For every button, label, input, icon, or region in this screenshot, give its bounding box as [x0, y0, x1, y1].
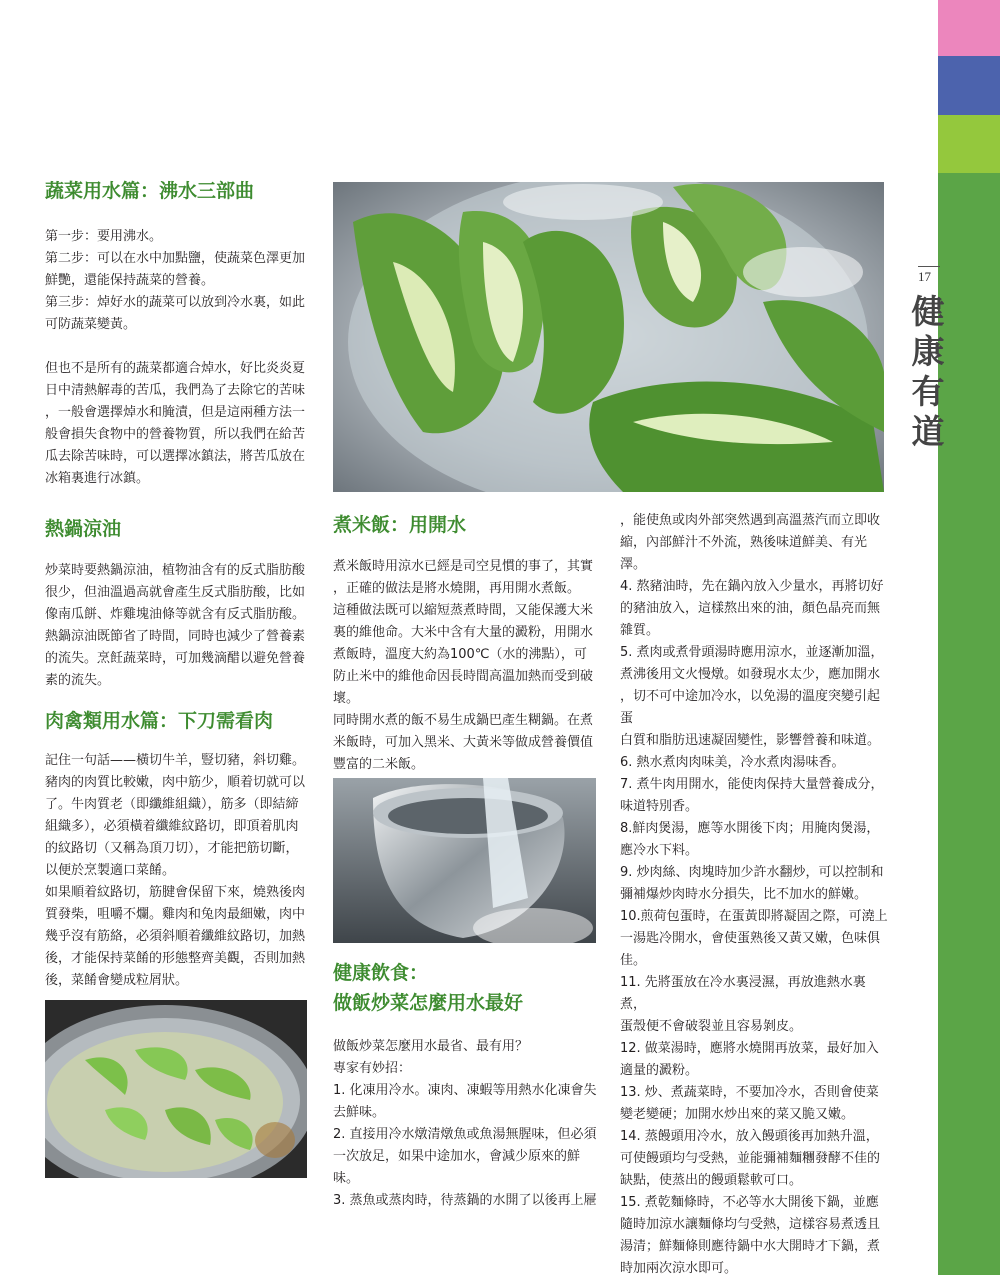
- section-title-char: 道: [911, 412, 945, 451]
- paragraph-cooking-rice: [333, 556, 603, 776]
- text-line: 隨時加涼水讓麵條均勻受熱，這樣容易煮透且: [620, 1217, 881, 1232]
- color-tab-dark-green: [938, 173, 1000, 1275]
- text-line: 同時開水煮的飯不易生成鍋巴產生糊鍋。在煮: [333, 713, 594, 728]
- text-line: 一次放足，如果中途加水，會減少原來的鮮味。: [333, 1149, 581, 1186]
- text-line: ，能使魚或肉外部突然遇到高溫蒸汽而立即收: [620, 513, 881, 528]
- text-line: 煮沸後用文火慢燉。如發現水太少，應加開水: [620, 667, 881, 682]
- text-line: 2. 直接用冷水燉清燉魚或魚湯無腥味，但必須: [333, 1127, 597, 1142]
- text-line: 去鮮味。: [333, 1105, 386, 1120]
- text-line: 7. 煮牛肉用開水，能使肉保持大量營養成分，: [620, 777, 884, 792]
- text-line: 缺點，使蒸出的饅頭鬆軟可口。: [620, 1173, 803, 1188]
- text-line: 很少，但油溫過高就會產生反式脂肪酸，比如: [45, 585, 306, 600]
- text-line: 防止米中的維他命因長時間高溫加熱而受到破: [333, 669, 594, 684]
- text-line: 3. 蒸魚或蒸肉時，待蒸鍋的水開了以後再上屜: [333, 1193, 597, 1208]
- text-line: 湯清；鮮麵條則應待鍋中水大開時才下鍋，煮: [620, 1239, 881, 1254]
- text-line: ，切不可中途加冷水，以免湯的溫度突變引起蛋: [620, 689, 881, 726]
- column-3: [620, 510, 890, 1280]
- text-line: 6. 熱水煮肉肉味美，冷水煮肉湯味香。: [620, 755, 845, 770]
- section-title-char: 健: [911, 292, 945, 331]
- section-title-char: 康: [911, 332, 945, 371]
- section-title: [910, 292, 946, 452]
- text-line: 適量的澱粉。: [620, 1063, 699, 1078]
- text-line: 這種做法既可以縮短蒸煮時間，又能保護大米: [333, 603, 594, 618]
- text-line: ，一般會選擇焯水和腌漬，但是這兩種方法一: [45, 405, 306, 420]
- text-line: 素的流失。: [45, 673, 111, 688]
- section-title-char: 有: [911, 372, 945, 411]
- heading-water-use: 做飯炒菜怎麼用水最好: [333, 992, 524, 1014]
- paragraph-hot-pan: [45, 560, 315, 692]
- text-line: 8.鮮肉煲湯，應等水開後下肉；用腌肉煲湯，: [620, 821, 880, 836]
- column-2-lower: [333, 958, 603, 1212]
- page-number: 17: [918, 266, 940, 285]
- text-line: 專家有妙招：: [333, 1061, 412, 1076]
- color-tab-blue: [938, 56, 1000, 115]
- text-line: 12. 做菜湯時，應將水燒開再放菜，最好加入: [620, 1041, 879, 1056]
- heading-hot-pan: 熱鍋涼油: [45, 518, 122, 540]
- text-line: 11. 先將蛋放在冷水裏浸濕，再放進熱水裏煮，: [620, 975, 866, 1012]
- text-line: 白質和脂肪迅速凝固變性，影響營養和味道。: [620, 733, 881, 748]
- paragraph-bitter-melon: [45, 358, 315, 490]
- text-line: 變老變硬；加開水炒出來的菜又脆又嫩。: [620, 1107, 855, 1122]
- text-line: 1. 化凍用冷水。凍肉、凍蝦等用熱水化凍會失: [333, 1083, 597, 1098]
- text-line: 彌補爆炒肉時水分損失，比不加水的鮮嫩。: [620, 887, 868, 902]
- text-line: 雜質。: [620, 623, 660, 638]
- text-line: 炒菜時要熱鍋涼油，植物油含有的反式脂肪酸: [45, 563, 306, 578]
- text-line: 做飯炒菜怎麼用水最省、最有用？: [333, 1039, 529, 1054]
- text-line: 5. 煮肉或煮骨頭湯時應用涼水，並逐漸加溫，: [620, 645, 884, 660]
- text-line: 13. 炒、煮蔬菜時，不要加冷水，否則會使菜: [620, 1085, 879, 1100]
- text-line: 像南瓜餅、炸雞塊油條等就含有反式脂肪酸。: [45, 607, 306, 622]
- text-line: 冰箱裏進行冰鎮。: [45, 471, 150, 486]
- photo-celery-pan: [45, 1000, 307, 1178]
- text-line: 豬肉的肉質比較嫩，肉中筋少，順着切就可以: [45, 775, 306, 790]
- text-line: 味道特別香。: [620, 799, 699, 814]
- heading-meat-cutting: 肉禽類用水篇：下刀需看肉: [45, 710, 274, 732]
- text-line: 煮飯時，溫度大約為100℃（水的沸點），可: [333, 647, 587, 662]
- text-line: 組織多），必須橫着纖維紋路切，即頂着肌肉: [45, 819, 299, 834]
- text-line: 般會損失食物中的營養物質，所以我們在給苦: [45, 427, 306, 442]
- text-line: 一湯匙冷開水，會使蛋熟後又黃又嫩，色味俱: [620, 931, 881, 946]
- text-line: 時加兩次涼水即可。: [620, 1261, 738, 1276]
- heading-cooking-rice: 煮米飯：用開水: [333, 514, 467, 536]
- text-line: 壞。: [333, 691, 360, 706]
- paragraph-water-tips: [333, 1036, 603, 1212]
- text-line: 後，菜餚會變成粒屑狀。: [45, 973, 189, 988]
- text-line: 如果順着紋路切，筋腱會保留下來，燒熟後肉: [45, 885, 306, 900]
- text-line: 蛋殼便不會破裂並且容易剝皮。: [620, 1019, 803, 1034]
- column-2: [333, 510, 603, 776]
- text-line: 縮，內部鮮汁不外流，熟後味道鮮美、有光澤。: [620, 535, 868, 572]
- text-line: 了。牛肉質老（即纖維組織），筋多（即結締: [45, 797, 299, 812]
- text-line: 9. 炒肉絲、肉塊時加少許水翻炒，可以控制和: [620, 865, 884, 880]
- photo-blanched-bok-choy: [333, 182, 884, 492]
- text-line: 米飯時，可加入黑米、大黃米等做成營養價值: [333, 735, 594, 750]
- text-line: 14. 蒸饅頭用冷水，放入饅頭後再加熱升溫，: [620, 1129, 879, 1144]
- text-line: ，正確的做法是將水燒開，再用開水煮飯。: [333, 581, 581, 596]
- text-line: 質發柴，咀嚼不爛。雞肉和兔肉最細嫩，肉中: [45, 907, 306, 922]
- text-line: 的豬油放入，這樣熬出來的油，顏色晶亮而無: [620, 601, 881, 616]
- text-line: 可使饅頭均勻受熱，並能彌補麵糰發酵不佳的: [620, 1151, 881, 1166]
- text-line: 記住一句話——橫切牛羊，豎切豬，斜切雞。: [45, 753, 306, 768]
- color-tab-pink: [938, 0, 1000, 56]
- text-line: 熱鍋涼油既節省了時間，同時也減少了營養素: [45, 629, 306, 644]
- text-line: 第一步：要用沸水。: [45, 229, 163, 244]
- photo-rinsing-strainer: [333, 778, 596, 943]
- text-line: 應冷水下料。: [620, 843, 699, 858]
- text-line: 的紋路切（又稱為頂刀切），才能把筋切斷，: [45, 841, 299, 856]
- text-line: 後，才能保持菜餚的形態整齊美觀，否則加熱: [45, 951, 306, 966]
- paragraph-meat-cutting: [45, 750, 315, 992]
- text-line: 鮮艷，還能保持蔬菜的營養。: [45, 273, 215, 288]
- text-line: 瓜去除苦味時，可以選擇冰鎮法，將苦瓜放在: [45, 449, 306, 464]
- text-line: 裏的維他命。大米中含有大量的澱粉，用開水: [333, 625, 594, 640]
- text-line: 幾乎沒有筋絡，必須斜順着纖維紋路切，加熱: [45, 929, 306, 944]
- text-line: 第三步：焯好水的蔬菜可以放到冷水裏，如此: [45, 295, 306, 310]
- heading-vegetable-water: 蔬菜用水篇：沸水三部曲: [45, 180, 255, 202]
- text-line: 4. 熬豬油時，先在鍋內放入少量水，再將切好: [620, 579, 884, 594]
- column-1: [45, 176, 315, 992]
- text-line: 第二步：可以在水中加點鹽，使蔬菜色澤更加: [45, 251, 306, 266]
- text-line: 的流失。烹飪蔬菜時，可加幾滴醋以避免營養: [45, 651, 306, 666]
- text-line: 可防蔬菜變黃。: [45, 317, 137, 332]
- text-line: 日中清熱解毒的苦瓜，我們為了去除它的苦味: [45, 383, 306, 398]
- color-tab-green: [938, 115, 1000, 173]
- text-line: 佳。: [620, 953, 647, 968]
- paragraph-cooking-tips: [620, 510, 890, 1280]
- heading-healthy-eating: 健康飲食：: [333, 962, 429, 984]
- text-line: 以便於烹製適口菜餚。: [45, 863, 176, 878]
- text-line: 15. 煮乾麵條時，不必等水大開後下鍋，並應: [620, 1195, 879, 1210]
- text-line: 但也不是所有的蔬菜都適合焯水，好比炎炎夏: [45, 361, 306, 376]
- text-line: 10.煎荷包蛋時，在蛋黃即將凝固之際，可澆上: [620, 909, 888, 924]
- text-line: 煮米飯時用涼水已經是司空見慣的事了，其實: [333, 559, 594, 574]
- text-line: 豐富的二米飯。: [333, 757, 425, 772]
- steps-block: [45, 226, 315, 336]
